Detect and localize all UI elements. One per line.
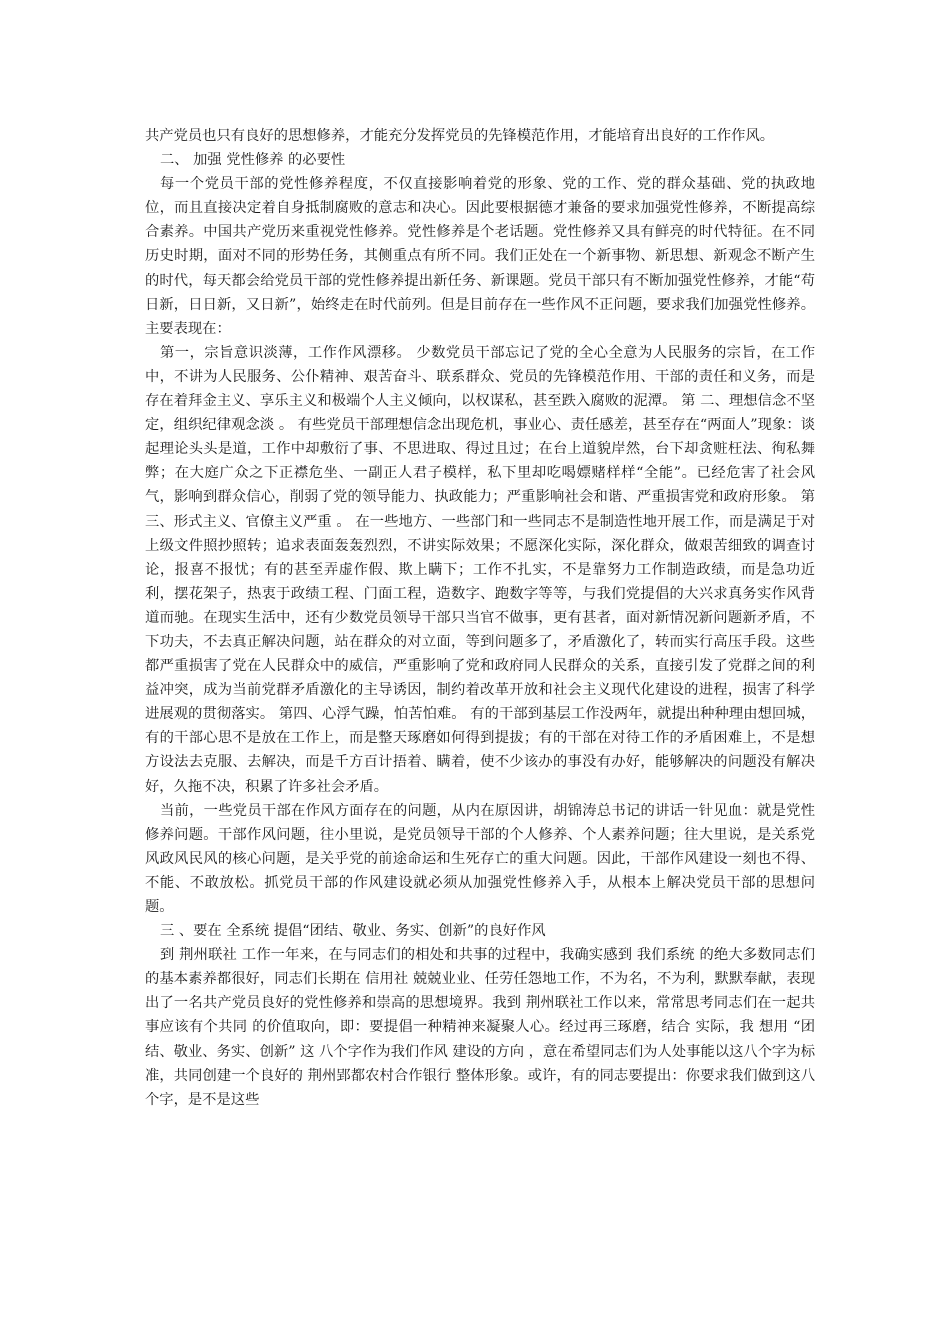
paragraph-jingzhou-work: 到 荆州联社 工作一年来，在与同志们的相处和共事的过程中，我确实感到 我们系统 的绝大多数同志们的基本素养都很好，同志们长期在 信用社 兢兢业业、任劳任怨地工作，不为名，不为利，默默奉献，表现出了一名共产党员良好的党性修养和崇高的思想境界。我到 荆州联社工作以来，常常思考同志们在一起共事应该有个共同 的价值取向，即：要提倡一种精神来凝聚人心。经过再三琢磨，结合 实际，我 想用 “团结、敬业、务实、创新” 这 八个字作为我们作风 建设的方向 ，意在希望同志们为人处事能以这八个字为标准，共同创建一个良好的 荆州郢都农村合作银行 整体形象。或许，有的同志要提出：你要求我们做到这八个字，是不是这些	[145, 947, 815, 1108]
paragraph-party-cultivation: 每一个党员干部的党性修养程度，不仅直接影响着党的形象、党的工作、党的群众基础、党的执政地位，而且直接决定着自身抵制腐败的意志和决心。因此要根据德才兼备的要求加强党性修养，不断提高综合素养。中国共产党历来重视党性修养。党性修养是个老话题。党性修养又具有鲜亮的时代特征。在不同历史时期，面对不同的形势任务，其侧重点有所不同。我们正处在一个新事物、新思想、新观念不断产生的时代，每天都会给党员干部的党性修养提出新任务、新课题。党员干部只有不断加强党性修养，才能“苟日新，日日新，又日新”，始终走在时代前列。但是目前存在一些作风不正问题，要求我们加强党性修养。主要表现在：	[145, 176, 815, 337]
paragraph-current-issues: 当前，一些党员干部在作风方面存在的问题，从内在原因讲，胡锦涛总书记的讲话一针见血：就是党性修养问题。干部作风问题，往小里说，是党员领导干部的个人修养、个人素养问题；往大里说，是关系党风政风民风的核心问题，是关乎党的前途命运和生死存亡的重大问题。因此，干部作风建设一刻也不得、不能、不敢放松。抓党员干部的作风建设就必须从加强党性修养入手，从根本上解决党员干部的思想问题。	[145, 802, 815, 915]
document-page	[145, 124, 815, 1112]
paragraph-intro-continuation: 共产党员也只有良好的思想修养，才能充分发挥党员的先锋模范作用，才能培育出良好的工作作风。	[145, 128, 775, 144]
section-heading-3: 三 、要在 全系统 提倡“团结、敬业、务实、创新”的良好作风	[160, 923, 546, 940]
section-heading-2: 二、 加强 党性修养 的必要性	[160, 152, 346, 169]
paragraph-problems-list: 第一，宗旨意识淡薄，工作作风漂移。 少数党员干部忘记了党的全心全意为人民服务的宗旨，在工作中，不讲为人民服务、公仆精神、艰苦奋斗、联系群众、党员的先锋模范作用、干部的责任和义务，而是存在着拜金主义、享乐主义和极端个人主义倾向，以权谋私，甚至跌入腐败的泥潭。 第 二、理想信念不坚定，组织纪律观念淡 。 有些党员干部理想信念出现危机，事业心、责任感差，甚至存在“两面人”现象：谈起理论头头是道，工作中却敷衍了事、不思进取、得过且过；在台上道貌岸然，台下却贪赃枉法、徇私舞弊；在大庭广众之下正襟危坐、一副正人君子模样，私下里却吃喝嫖赌样样“全能”。已经危害了社会风气，影响到群众信心，削弱了党的领导能力、执政能力；严重影响社会和谐、严重损害党和政府形象。 第三、形式主义、官僚主义严重 。 在一些地方、一些部门和一些同志不是制造性地开展工作，而是满足于对上级文件照抄照转；追求表面轰轰烈烈，不讲实际效果；不愿深化实际，深化群众，做艰苦细致的调查讨论，报喜不报忧；有的甚至弄虚作假、欺上瞒下；工作不扎实，不是靠努力工作制造政绩，而是急功近利，摆花架子，热衷于政绩工程、门面工程，造数字、跑数字等等，与我们党提倡的大兴求真务实作风背道而驰。在现实生活中，还有少数党员领导干部只当官不做事，更有甚者，面对新情况新问题新矛盾，不下功夫，不去真正解决问题，站在群众的对立面，等到问题多了，矛盾激化了，转而实行高压手段。这些都严重损害了党在人民群众中的威信，严重影响了党和政府同人民群众的关系，直接引发了党群之间的利益冲突，成为当前党群矛盾激化的主导诱因，制约着改革开放和社会主义现代化建设的进程，损害了科学进展观的贯彻落实。 第四、心浮气躁，怕苦怕难。 有的干部到基层工作没两年，就提出种种理由想回城，有的干部心思不是放在工作上，而是整天琢磨如何得到提拔；有的干部在对待工作的矛盾困难上，不是想方设法去克服、去解决，而是千方百计捂着、瞒着，使不少该办的事没有办好，能够解决的问题没有解决好，久拖不决，积累了许多社会矛盾。	[145, 344, 815, 795]
